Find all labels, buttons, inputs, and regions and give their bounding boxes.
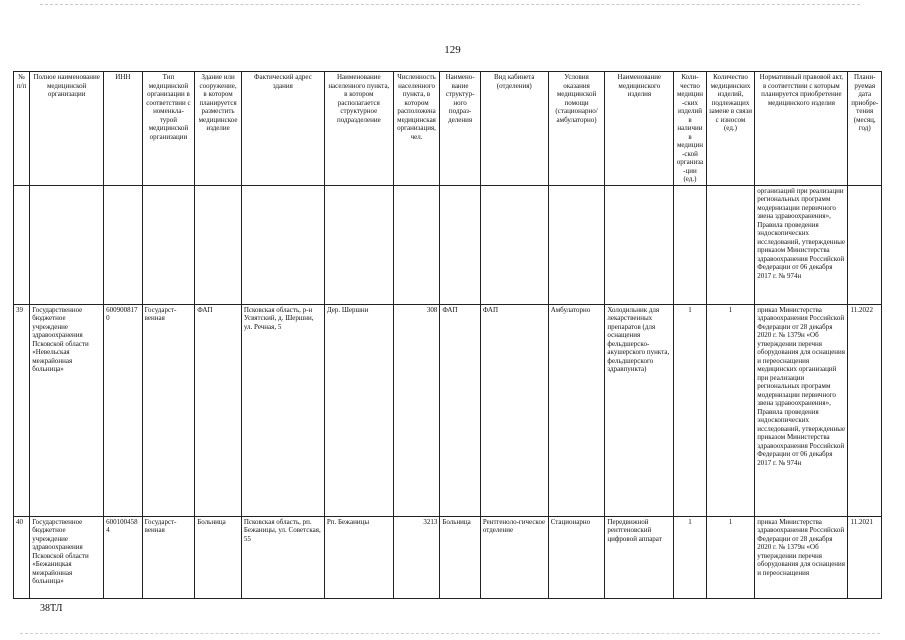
header-unit: Наимено-вание структур-ного подраз-деления xyxy=(440,72,481,186)
cabinet-cell: ФАП xyxy=(480,304,548,516)
qty-replace-cell: 1 xyxy=(706,304,755,516)
header-qty-replace: Количество медицинских изделий, подлежащих замене в связи с износом (ед.) xyxy=(706,72,755,186)
act-cell: приказ Министерства здравоохранения Российской Федерации от 28 декабря 2020 г. № 1379н «Об утверждении перечня оборудования для оснащения и переоснащения медицинских организаций при реализации региональных программ модернизации первичного звена здравоохранения», Правила проведения эндоскопических исследований, утвержденные приказом Министерства здравоохранения Российской Федерации от 06 декабря 2017 г. № 974н xyxy=(755,304,848,516)
inn-cell: 6001004584 xyxy=(104,516,142,598)
table-cell xyxy=(195,185,242,304)
table-cell xyxy=(674,185,706,304)
table-cell xyxy=(241,185,324,304)
population-cell: 3213 xyxy=(393,516,440,598)
table-row-continuation xyxy=(14,185,882,304)
org-type-cell: Государст-венная xyxy=(142,304,195,516)
equipment-table xyxy=(13,71,882,599)
header-cabinet: Вид кабинета (отделения) xyxy=(480,72,548,186)
date-cell: 11.2021 xyxy=(848,516,882,598)
act-cell: приказ Министерства здравоохранения Российской Федерации от 28 декабря 2020 г. № 1379н «Об утверждении перечня оборудования для оснащения и переоснащения xyxy=(755,516,848,598)
population-cell: 308 xyxy=(393,304,440,516)
page-number: 129 xyxy=(444,44,461,56)
address-cell: Псковская область, р-н Усвятский, д. Шершни, ул. Речная, 5 xyxy=(241,304,324,516)
cabinet-cell: Рентгеноло-гическое отделение xyxy=(480,516,548,598)
inn-cell: 6009008170 xyxy=(104,304,142,516)
unit-cell: Больница xyxy=(440,516,481,598)
table-row xyxy=(14,304,882,516)
header-num: № п/п xyxy=(14,72,30,186)
org-name-cell: Государственное бюджетное учреждение здравоохранения Псковской области «Бежаницкая межрайонная больница» xyxy=(30,516,104,598)
building-cell: Больница xyxy=(195,516,242,598)
conditions-cell: Амбулаторно xyxy=(548,304,605,516)
table-cell xyxy=(142,185,195,304)
header-address: Фактический адрес здания xyxy=(241,72,324,186)
row-number: 39 xyxy=(14,304,30,516)
table-row xyxy=(14,516,882,598)
qty-replace-cell: 1 xyxy=(706,516,755,598)
header-conditions: Условия оказания медицинской помощи (стационарно/ амбулаторно) xyxy=(548,72,605,186)
header-device: Наименование медицинского изделия xyxy=(605,72,674,186)
date-cell: 11.2022 xyxy=(848,304,882,516)
header-locality: Наименование населенного пункта, в котором располагается структурное подразделение xyxy=(324,72,393,186)
table-cell xyxy=(548,185,605,304)
org-name-cell: Государственное бюджетное учреждение здравоохранения Псковской области «Невельская межрайонная больница» xyxy=(30,304,104,516)
table-cell xyxy=(440,185,481,304)
header-population: Численность населенного пункта, в котором расположена медицинская организация, чел. xyxy=(393,72,440,186)
header-act: Нормативный правовой акт, в соответствии с которым планируется приобретение медицинского изделия xyxy=(755,72,848,186)
table-header-row xyxy=(14,72,882,186)
header-qty-have: Коли-чество медицин-ских изделий в наличии в медицин-ской организа-ции (ед.) xyxy=(674,72,706,186)
locality-cell: Рп. Бежаницы xyxy=(324,516,393,598)
conditions-cell: Стационарно xyxy=(548,516,605,598)
header-org: Полное наименование медицинской организации xyxy=(30,72,104,186)
locality-cell: Дер. Шершни xyxy=(324,304,393,516)
qty-have-cell: 1 xyxy=(674,516,706,598)
table-cell xyxy=(393,185,440,304)
building-cell: ФАП xyxy=(195,304,242,516)
unit-cell: ФАП xyxy=(440,304,481,516)
table-cell xyxy=(104,185,142,304)
org-type-cell: Государст-венная xyxy=(142,516,195,598)
table-cell xyxy=(848,185,882,304)
scan-artifact-bottom xyxy=(20,633,880,634)
table-cell xyxy=(605,185,674,304)
header-type: Тип медицинской организации в соответствии с номенкла-турой медицинской организации xyxy=(142,72,195,186)
table-cell xyxy=(30,185,104,304)
table-cell xyxy=(14,185,30,304)
device-cell: Холодильник для лекарственных препаратов (для оснащения фельдшерско-акушерского пункта, фельдшерского здравпункта) xyxy=(605,304,674,516)
act-cell: организаций при реализации региональных программ модернизации первичного звена здравоохранения», Правила проведения эндоскопических исследований, утвержденные приказом Министерства здравоохранения Российской Федерации от 06 декабря 2017 г. № 974н xyxy=(755,185,848,304)
table-cell xyxy=(706,185,755,304)
table-cell xyxy=(480,185,548,304)
header-building: Здание или сооружение, в котором планируется разместить медицинское изделие xyxy=(195,72,242,186)
header-date: Плани-руемая дата приобре-тения (месяц, год) xyxy=(848,72,882,186)
footer-code: 38ТЛ xyxy=(40,603,63,614)
scan-artifact-top xyxy=(40,4,860,5)
row-number: 40 xyxy=(14,516,30,598)
header-inn: ИНН xyxy=(104,72,142,186)
qty-have-cell: 1 xyxy=(674,304,706,516)
device-cell: Передвижной рентгеновский цифровой аппарат xyxy=(605,516,674,598)
address-cell: Псковская область, рп. Бежаницы, ул. Советская, 55 xyxy=(241,516,324,598)
table-cell xyxy=(324,185,393,304)
